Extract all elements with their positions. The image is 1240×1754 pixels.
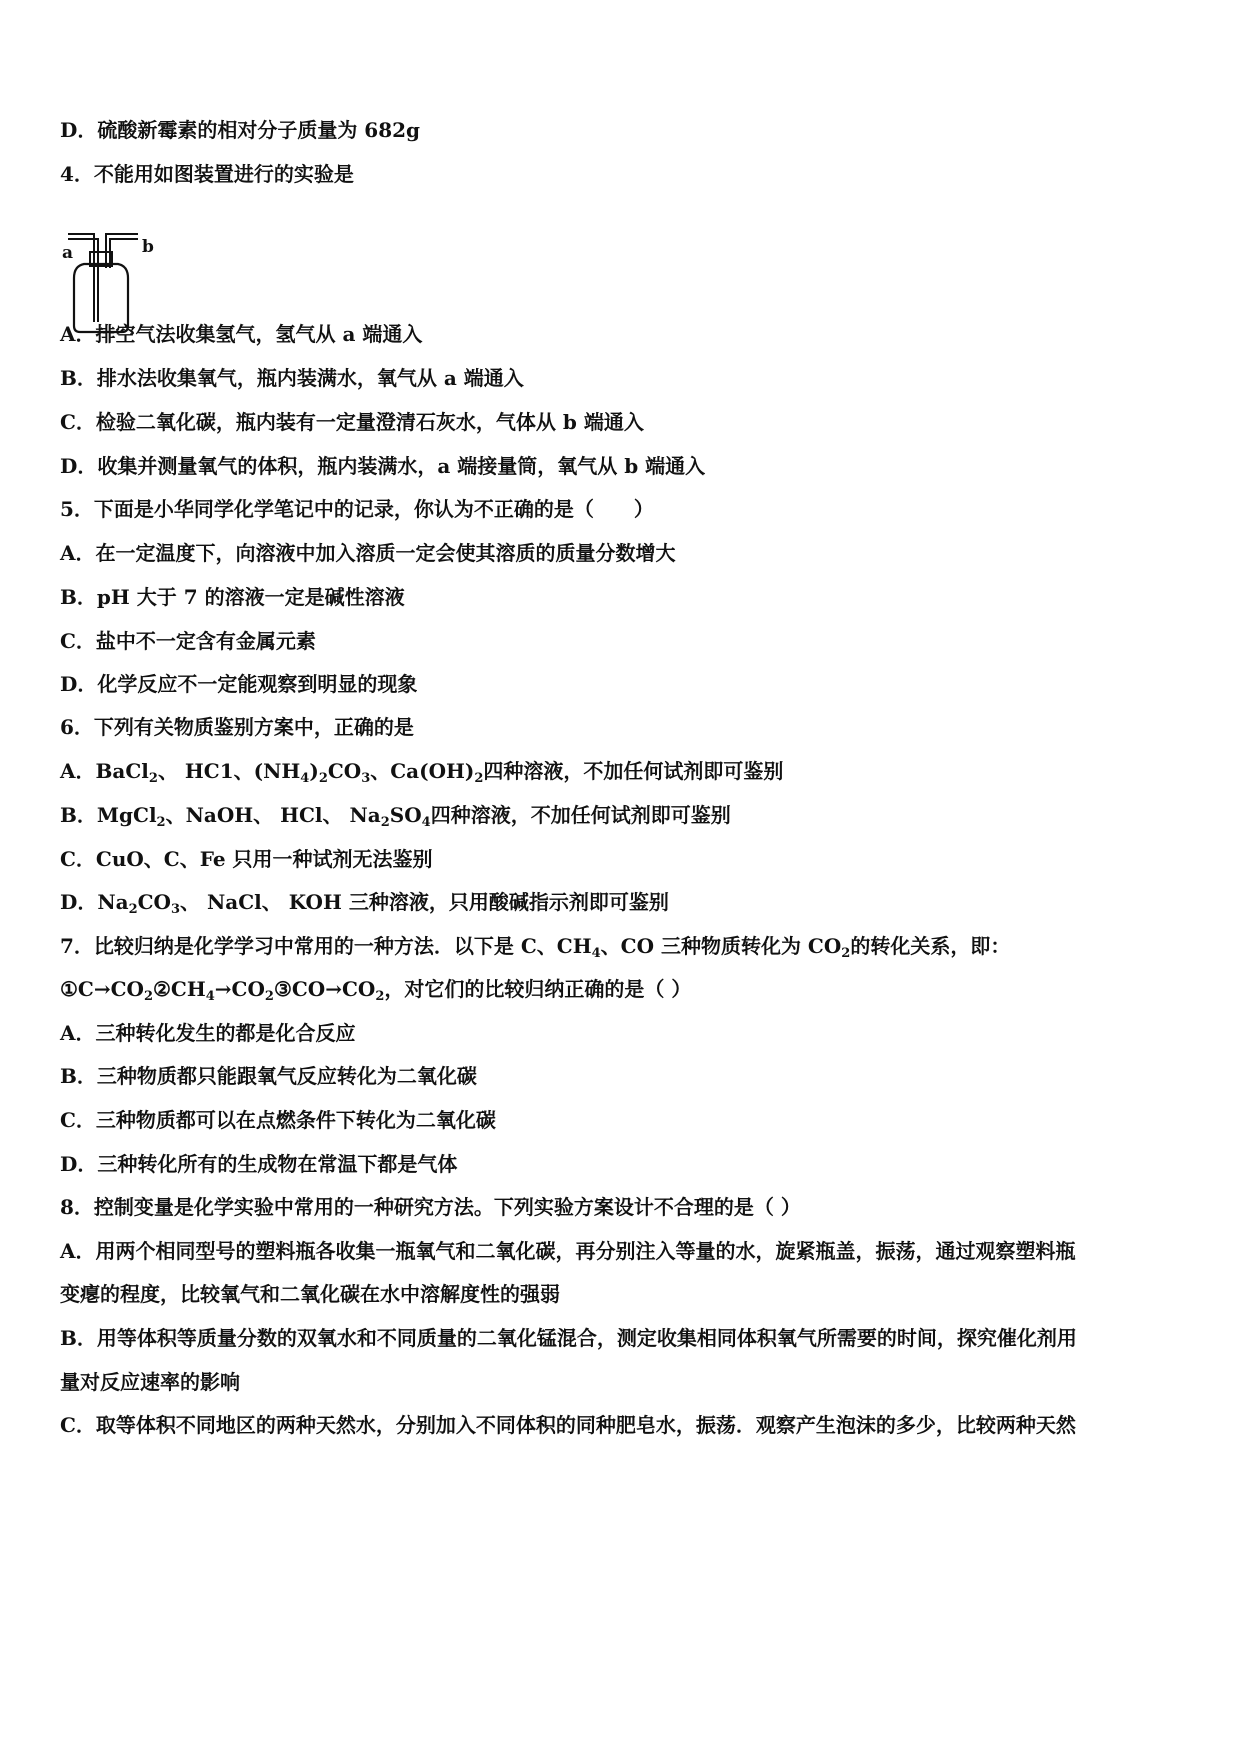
question-7-option-c: C．三种物质都可以在点燃条件下转化为二氧化碳 [60,1108,496,1132]
question-7-stem: 7．比较归纳是化学学习中常用的一种方法．以下是 C、$CH_4$、CO 三种物质转化为 $CO_2$的转化关系，即： [60,934,1011,961]
question-8-option-b-line2: 量对反应速率的影响 [60,1370,240,1394]
question-3-option-d: D．硫酸新霉素的相对分子质量为 682g [60,118,421,142]
label-a: a [62,243,74,263]
question-4-option-d: D．收集并测量氧气的体积，瓶内装满水，a 端接量筒，氧气从 b 端通入 [60,454,706,478]
question-7-relations: $①C\to CO_2②CH_4\to CO_2③CO\to CO_2$，对它们的比较归纳正确的是（ ） [60,977,692,1004]
question-4-option-c: C．检验二氧化碳，瓶内装有一定量澄清石灰水，气体从 b 端通入 [60,410,644,434]
question-8-option-c-line1: C．取等体积不同地区的两种天然水，分别加入不同体积的同种肥皂水，振荡．观察产生泡沫的多少，比较两种天然 [60,1413,1076,1437]
question-7-option-b: B．三种物质都只能跟氧气反应转化为二氧化碳 [60,1064,477,1088]
question-6-option-a: A．BaCl$_2$、 HC1、$(NH_4)_2CO_3$、$Ca(OH)_2$四种溶液，不加任何试剂即可鉴别 [60,759,784,786]
question-6-option-d: D．$Na_2CO_3$、 NaCl、 KOH 三种溶液，只用酸碱指示剂即可鉴别 [60,890,669,917]
question-5-option-d: D．化学反应不一定能观察到明显的现象 [60,672,418,696]
question-5-option-a: A．在一定温度下，向溶液中加入溶质一定会使其溶质的质量分数增大 [60,541,676,565]
question-6-option-b: B．MgCl$_2$、NaOH、 HCl、 $Na_2SO_4$四种溶液，不加任何试剂即可鉴别 [60,803,731,830]
question-8-stem: 8．控制变量是化学实验中常用的一种研究方法。下列实验方案设计不合理的是（ ） [60,1195,801,1219]
question-8-option-b-line1: B．用等体积等质量分数的双氧水和不同质量的二氧化锰混合，测定收集相同体积氧气所需要的时间，探究催化剂用 [60,1326,1077,1350]
question-7-option-d: D．三种转化所有的生成物在常温下都是气体 [60,1152,458,1176]
label-b: b [142,237,154,257]
question-8-option-a-line1: A．用两个相同型号的塑料瓶各收集一瓶氧气和二氧化碳，再分别注入等量的水，旋紧瓶盖，振荡，通过观察塑料瓶 [60,1239,1076,1263]
question-8-option-a-line2: 变瘪的程度，比较氧气和二氧化碳在水中溶解度性的强弱 [60,1282,560,1306]
question-5-option-b: B．pH 大于 7 的溶液一定是碱性溶液 [60,585,405,609]
question-4-stem: 4．不能用如图装置进行的实验是 [60,162,354,186]
question-5-stem: 5．下面是小华同学化学笔记中的记录，你认为不正确的是（ ） [60,497,654,521]
question-4-option-b: B．排水法收集氧气，瓶内装满水，氧气从 a 端通入 [60,366,524,390]
question-6-stem: 6．下列有关物质鉴别方案中，正确的是 [60,715,414,739]
question-5-option-c: C．盐中不一定含有金属元素 [60,629,316,653]
question-4-option-a: A．排空气法收集氢气，氢气从 a 端通入 [60,322,423,346]
question-7-option-a: A．三种转化发生的都是化合反应 [60,1021,356,1045]
question-6-option-c: C．CuO、C、Fe 只用一种试剂无法鉴别 [60,847,433,871]
